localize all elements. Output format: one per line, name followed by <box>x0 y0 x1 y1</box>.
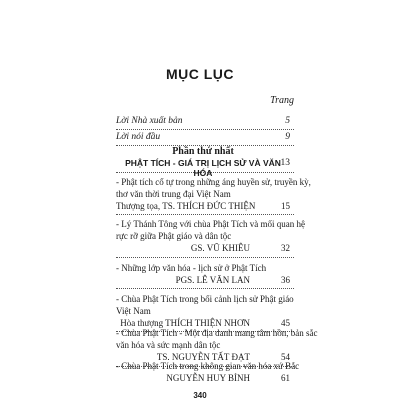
divider <box>116 129 294 130</box>
toc-item-author: Thượng tọa, TS. THÍCH ĐỨC THIỆN <box>116 201 256 211</box>
toc-item-page: 61 <box>281 373 290 383</box>
page-number: 340 <box>193 391 207 400</box>
toc-item[interactable] <box>116 262 290 286</box>
part-page: 13 <box>280 158 290 168</box>
divider <box>116 172 294 173</box>
page-title: MỤC LỤC <box>165 66 235 82</box>
page-column-label: Trang <box>270 95 294 106</box>
toc-item-author: Hòa thượng THÍCH THIỆN NHƠN <box>120 318 250 328</box>
toc-entry-page: 9 <box>285 132 290 142</box>
toc-entry-title: Lời nói đầu <box>116 132 161 142</box>
toc-item-line: văn hóa và sức mạnh dân tộc <box>116 340 221 350</box>
toc-item-line: - Chùa Phật Tích trong không gian văn hóa xứ Bắc <box>116 361 300 371</box>
toc-item-page: 15 <box>281 201 290 211</box>
toc-item-line: - Chùa Phật Tích trong bối cảnh lịch sử Phật giáo <box>116 294 294 304</box>
toc-item[interactable] <box>116 218 305 254</box>
toc-entry-front-1[interactable] <box>116 115 290 128</box>
toc-entry-front-2[interactable] <box>116 131 290 144</box>
divider <box>116 257 294 258</box>
divider <box>116 288 294 289</box>
part-title: Phần thứ nhất <box>172 146 234 157</box>
toc-item[interactable] <box>116 327 318 363</box>
toc-item-line: rực rỡ giữa Phật giáo và dân tộc <box>116 231 232 241</box>
toc-item-line: - Chùa Phật Tích - Một địa danh mang tâm hồn, bản sắc <box>116 328 318 338</box>
toc-item-author: NGUYỄN HUY BỈNH <box>166 373 250 383</box>
toc-entry-page: 5 <box>285 116 290 126</box>
toc-item-page: 45 <box>281 318 290 328</box>
divider <box>116 214 294 215</box>
toc-item-page: 36 <box>281 275 290 285</box>
toc-item[interactable] <box>116 293 294 329</box>
toc-item-author: TS. NGUYỄN TẤT ĐẠT <box>156 352 250 362</box>
part-subtitle[interactable]: PHẬT TÍCH - GIÁ TRỊ LỊCH SỬ VÀ VĂN HÓA <box>125 158 281 178</box>
toc-item-page: 32 <box>281 243 290 253</box>
toc-item-line: - Phật tích cổ tự trong những áng huyền sử, truyền kỳ, <box>116 177 311 187</box>
toc-item-author: PGS. LÊ VĂN LAN <box>175 275 250 285</box>
toc-item-line: - Lý Thánh Tông với chùa Phật Tích và mối quan hệ <box>116 219 305 229</box>
toc-item-line: thơ văn thời trung đại Việt Nam <box>116 189 231 199</box>
toc-item-line: - Những lớp văn hóa - lịch sử ở Phật Tích <box>116 263 267 273</box>
toc-item[interactable] <box>116 176 311 212</box>
toc-item[interactable] <box>116 360 300 384</box>
toc-item-page: 54 <box>281 352 290 362</box>
toc-item-author: GS. VŨ KHIÊU <box>190 243 250 253</box>
toc-item-line: Việt Nam <box>116 306 151 316</box>
toc-entry-title: Lời Nhà xuất bản <box>116 116 183 126</box>
